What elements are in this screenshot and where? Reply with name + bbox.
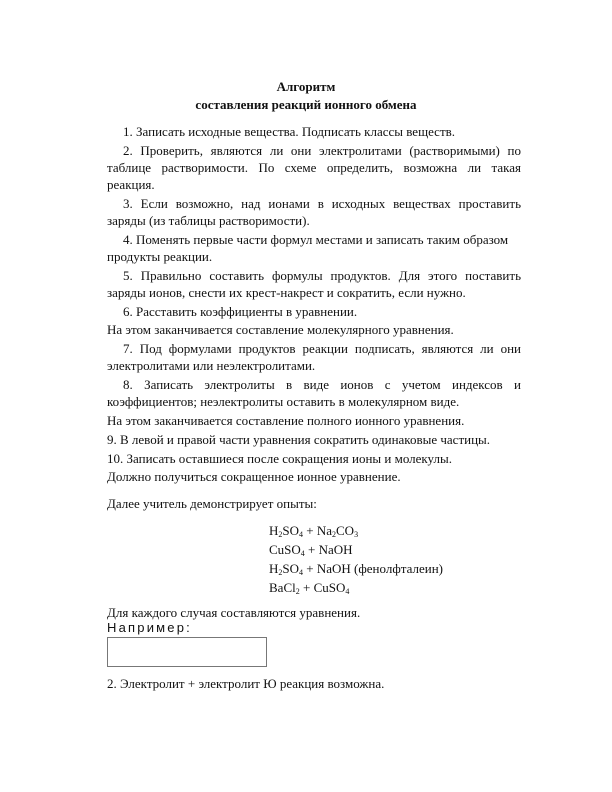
step-8: 8. Записать электролиты в виде ионов с учетом индексов и (123, 377, 521, 392)
step-1: 1. Записать исходные вещества. Подписать классы веществ. (123, 124, 456, 139)
step-8-end: коэффициентов; неэлектролиты оставить в молекулярном виде. (107, 394, 460, 409)
step-4-end: продукты реакции. (107, 249, 213, 264)
step-3: 3. Если возможно, над ионами в исходных веществах проставить (123, 196, 521, 211)
step-2: 2. Проверить, являются ли они электролитами (растворимыми) по (123, 143, 521, 158)
example-label: Например: (107, 620, 192, 635)
example-box (107, 637, 267, 667)
step-6: 6. Расставить коэффициенты в уравнении. (123, 304, 358, 319)
demo-intro: Далее учитель демонстрирует опыты: (107, 496, 317, 511)
step-3-end: заряды (из таблицы растворимости). (107, 213, 310, 228)
formula-4: BaCl$_2$ + CuSO$_4$ (269, 580, 350, 596)
equations-note: Для каждого случая составляются уравнения. (107, 605, 361, 620)
step-7: 7. Под формулами продуктов реакции подписать, являются ли они (123, 341, 521, 356)
step-10: 10. Записать оставшиеся после сокращения ионы и молекулы. (107, 451, 452, 466)
step-4: 4. Поменять первые части формул местами и записать таким образом (123, 232, 509, 247)
full-ionic-note: На этом заканчивается составление полного ионного уравнения. (107, 413, 465, 428)
title-line-1: Алгоритм (276, 79, 336, 94)
step-2-cont: таблице растворимости. По схеме определить, возможна ли такая (107, 160, 521, 175)
formula-1: $H_2SO_4 + Na_2CO_3$ (269, 523, 359, 539)
last-line: 2. Электролит + электролит Ю реакция возможна. (107, 676, 385, 691)
title-line-2: составления реакций ионного обмена (195, 97, 417, 112)
step-7-end: электролитами или неэлектролитами. (107, 358, 316, 373)
formula-2: CuSO$_4$ + NaOH (269, 542, 353, 558)
step-5-end: заряды ионов, снести их крест-накрест и сократить, если нужно. (107, 285, 466, 300)
formula-3: $H_2SO_4$ + NaOH (фенолфталеин) (269, 561, 443, 577)
molecular-note: На этом заканчивается составление молекулярного уравнения. (107, 322, 454, 337)
short-ionic-note: Должно получиться сокращенное ионное уравнение. (107, 469, 401, 484)
step-5: 5. Правильно составить формулы продуктов. Для этого поставить (123, 268, 521, 283)
step-2-end: реакция. (107, 177, 155, 192)
step-9: 9. В левой и правой части уравнения сократить одинаковые частицы. (107, 432, 491, 447)
